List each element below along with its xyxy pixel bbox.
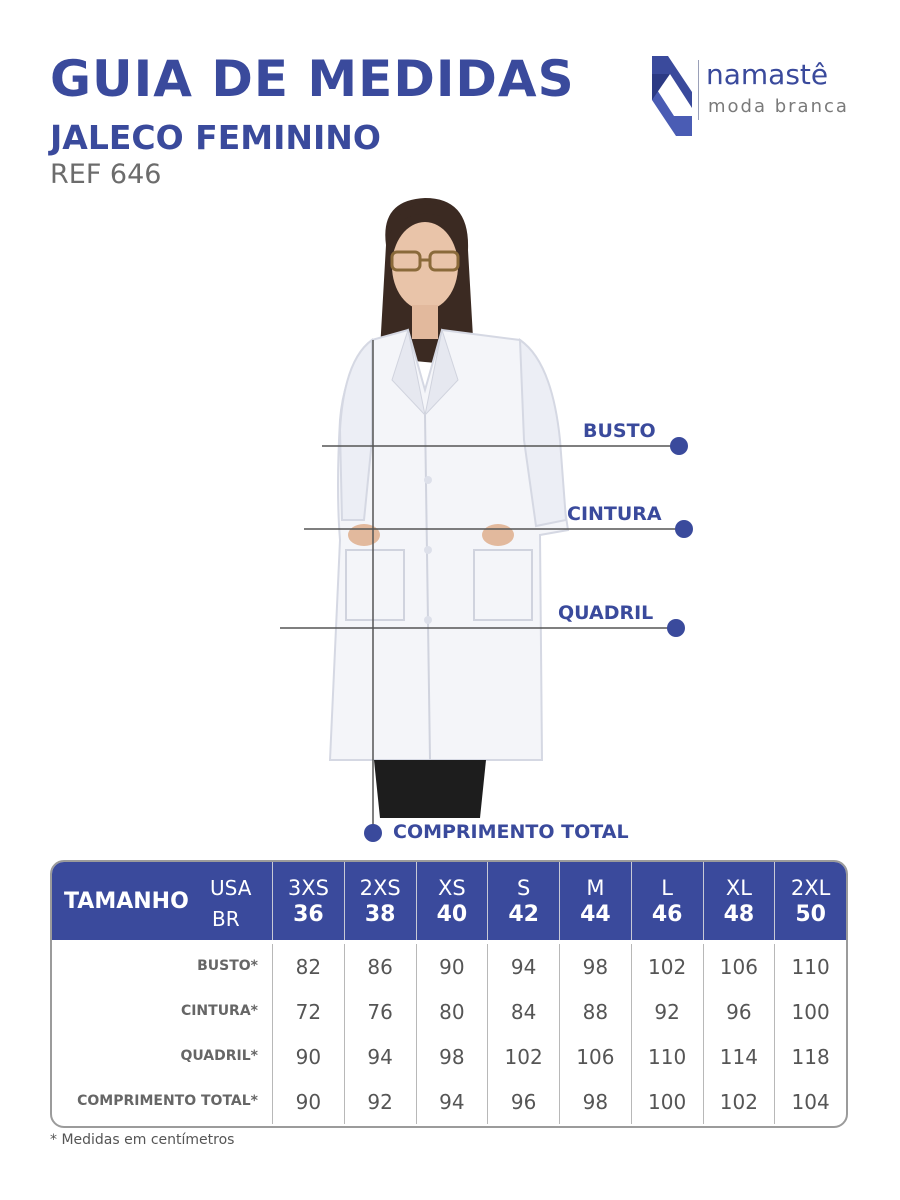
size-table xyxy=(50,860,848,1128)
table-cell: 98 xyxy=(559,1079,631,1124)
size-column-header xyxy=(559,862,631,940)
quadril-marker xyxy=(667,619,685,637)
br-size: 36 xyxy=(293,901,324,927)
usa-size: S xyxy=(516,875,531,900)
size-column-header xyxy=(774,862,846,940)
table-cell: 106 xyxy=(703,944,775,989)
size-column-header xyxy=(344,862,416,940)
table-cell: 98 xyxy=(416,1034,488,1079)
brand-logo xyxy=(650,52,870,142)
busto-marker xyxy=(670,437,688,455)
face-shape xyxy=(392,222,458,310)
row-label: CINTURA* xyxy=(180,1003,258,1019)
usa-size: M xyxy=(586,875,605,900)
table-cell: 90 xyxy=(272,1079,344,1124)
usa-label: USA xyxy=(210,876,252,900)
table-cell: 92 xyxy=(344,1079,416,1124)
product-ref: REF 646 xyxy=(50,159,162,190)
usa-size: 3XS xyxy=(287,875,329,900)
quadril-label: QUADRIL xyxy=(558,602,654,624)
page-title: GUIA DE MEDIDAS xyxy=(50,50,575,108)
table-cell: 94 xyxy=(416,1079,488,1124)
usa-size: L xyxy=(661,875,673,900)
table-cell: 100 xyxy=(774,989,846,1034)
size-column-header xyxy=(416,862,488,940)
usa-size: XS xyxy=(438,875,466,900)
table-row xyxy=(52,989,846,1034)
table-row xyxy=(52,944,846,989)
table-row xyxy=(52,1034,846,1079)
size-label: TAMANHO xyxy=(64,889,189,914)
table-cell: 104 xyxy=(774,1079,846,1124)
table-cell: 96 xyxy=(703,989,775,1034)
table-cell: 90 xyxy=(416,944,488,989)
table-cell: 102 xyxy=(703,1079,775,1124)
br-size: 44 xyxy=(580,901,611,927)
table-cell: 106 xyxy=(559,1034,631,1079)
usa-size: XL xyxy=(725,875,752,900)
table-cell: 84 xyxy=(487,989,559,1034)
usa-size: 2XL xyxy=(790,875,831,900)
usa-size: 2XS xyxy=(359,875,401,900)
table-cell: 76 xyxy=(344,989,416,1034)
cintura-label: CINTURA xyxy=(567,503,662,525)
br-size: 46 xyxy=(651,901,683,927)
size-column-header xyxy=(631,862,703,940)
br-size: 42 xyxy=(508,901,539,927)
size-table-body xyxy=(52,940,846,1126)
table-cell: 90 xyxy=(272,1034,344,1079)
cintura-marker xyxy=(675,520,693,538)
br-size: 50 xyxy=(795,901,826,927)
table-cell: 86 xyxy=(344,944,416,989)
table-cell: 102 xyxy=(487,1034,559,1079)
table-cell: 118 xyxy=(774,1034,846,1079)
table-cell: 88 xyxy=(559,989,631,1034)
model-figure xyxy=(0,190,900,850)
busto-label: BUSTO xyxy=(583,420,656,442)
brand-tagline: moda branca xyxy=(708,96,849,117)
pants-shape xyxy=(374,760,486,818)
br-size: 40 xyxy=(436,901,468,927)
table-cell: 80 xyxy=(416,989,488,1034)
br-size: 38 xyxy=(364,901,396,927)
product-subtitle: JALECO FEMININO xyxy=(50,118,381,157)
comprimento-label: COMPRIMENTO TOTAL xyxy=(393,821,629,843)
br-size: 48 xyxy=(723,901,755,927)
size-column-header xyxy=(272,862,344,940)
table-cell: 98 xyxy=(559,944,631,989)
model-illustration xyxy=(0,190,900,850)
table-cell: 94 xyxy=(487,944,559,989)
table-cell: 102 xyxy=(631,944,703,989)
size-column-header xyxy=(703,862,775,940)
row-label: BUSTO* xyxy=(197,958,258,974)
row-label: COMPRIMENTO TOTAL* xyxy=(77,1093,258,1109)
table-cell: 72 xyxy=(272,989,344,1034)
br-label: BR xyxy=(212,907,240,931)
footnote: * Medidas em centímetros xyxy=(50,1132,235,1148)
table-cell: 100 xyxy=(631,1079,703,1124)
table-cell: 92 xyxy=(631,989,703,1034)
brand-name: namastê xyxy=(706,58,829,91)
table-cell: 110 xyxy=(631,1034,703,1079)
table-row xyxy=(52,1079,846,1124)
row-label: QUADRIL* xyxy=(180,1048,258,1064)
logo-divider xyxy=(698,60,699,120)
table-cell: 94 xyxy=(344,1034,416,1079)
table-cell: 96 xyxy=(487,1079,559,1124)
size-table-header xyxy=(52,862,846,940)
size-column-header xyxy=(487,862,559,940)
table-cell: 110 xyxy=(774,944,846,989)
table-cell: 82 xyxy=(272,944,344,989)
table-cell: 114 xyxy=(703,1034,775,1079)
comprimento-marker xyxy=(364,824,382,842)
brand-mark-icon xyxy=(650,52,694,140)
size-header-label-cell xyxy=(52,862,272,940)
